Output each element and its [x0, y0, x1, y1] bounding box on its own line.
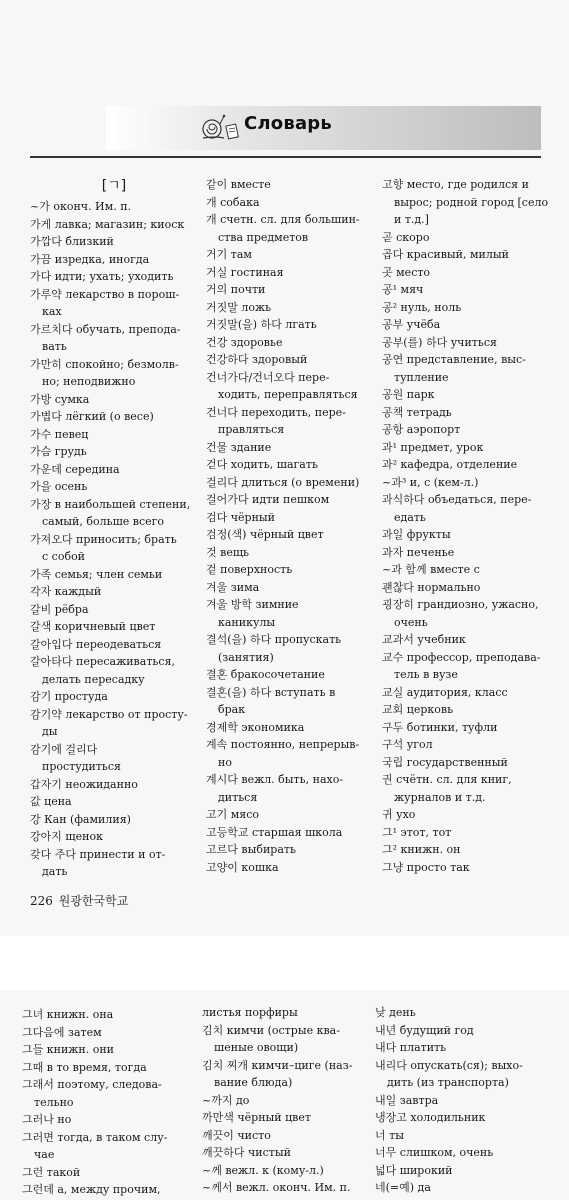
- entry-continuation: очень: [394, 615, 428, 629]
- entry-continuation: самый, больше всего: [42, 515, 165, 528]
- entry-line: 거짓말(을) 하다 лгать: [206, 318, 317, 331]
- dictionary-entry: [382, 824, 552, 842]
- entry-line: 가끔 изредка, иногда: [30, 252, 150, 266]
- entry-line: 낮 день: [375, 1006, 416, 1019]
- dictionary-entry: [30, 741, 198, 776]
- dictionary-entry: [206, 631, 378, 666]
- entry-line: 교회 церковь: [382, 703, 454, 716]
- entry-line: 가르치다 обучать, преподa-: [30, 322, 181, 336]
- entry-line: 값 цена: [30, 795, 72, 808]
- entry-line: 가을 осень: [30, 480, 88, 493]
- entry-line: 강 Кан (фамилия): [30, 812, 131, 826]
- dictionary-entry: [375, 1127, 555, 1145]
- entry-line: 그다음에 затем: [22, 1025, 102, 1039]
- dictionary-entry: [382, 316, 552, 334]
- entry-line: 각자 каждый: [30, 585, 102, 598]
- entry-line: 냉장고 холодильник: [375, 1111, 486, 1124]
- entry-line: 너 ты: [375, 1128, 404, 1142]
- entry-continuation: дать: [42, 865, 68, 878]
- dictionary-entry: [206, 666, 378, 684]
- entry-line: 걷다 ходить, шагать: [206, 458, 318, 471]
- entry-line: 갖다 주다 принести и от-: [30, 847, 166, 861]
- entry-line: 곳 место: [382, 265, 431, 279]
- dictionary-entry: [202, 1022, 372, 1057]
- entry-line: 그때 в то время, тогда: [22, 1060, 147, 1074]
- entry-continuation: (занятия): [218, 650, 274, 664]
- dictionary-entry: [202, 1144, 372, 1162]
- entry-continuation: с собой: [42, 550, 86, 563]
- entry-line: 김치 찌개 кимчи–циге (наз-: [202, 1058, 353, 1072]
- entry-continuation: но; неподвижно: [42, 375, 136, 388]
- entry-line: ~께서 вежл. оконч. Им. п.: [202, 1181, 351, 1194]
- dictionary-entry: [206, 439, 378, 457]
- entry-line: 감기 простуда: [30, 690, 108, 703]
- dictionary-entry: [22, 1111, 198, 1129]
- dictionary-entry: [382, 701, 552, 719]
- entry-line: 구석 угол: [382, 738, 433, 751]
- entry-line: 갈색 коричневый цвет: [30, 620, 156, 633]
- entry-continuation: ходить, переправляться: [218, 388, 358, 401]
- dictionary-entry: [30, 478, 198, 496]
- dictionary-entry: [206, 526, 378, 544]
- header-banner: [106, 106, 541, 150]
- entry-line: 거의 почти: [206, 283, 266, 296]
- entry-line: 고등학교 старшая школа: [206, 825, 343, 839]
- entry-continuation: каникулы: [218, 615, 276, 629]
- entry-line: 걸어가다 идти пешком: [206, 493, 330, 506]
- dictionary-entry: [30, 216, 198, 234]
- entry-line: ~까지 до: [202, 1093, 250, 1107]
- dictionary-entry: [202, 1179, 372, 1197]
- dictionary-entry: [382, 579, 552, 597]
- page-title: Словарь: [244, 113, 332, 134]
- dictionary-entry: [30, 426, 198, 444]
- dictionary-entry: [202, 1057, 372, 1092]
- column-2: [206, 176, 378, 876]
- entry-line: 겉 поверхность: [206, 563, 293, 576]
- entry-line: 가만히 спокойно; безмолв-: [30, 357, 179, 371]
- dictionary-entry: [206, 246, 378, 264]
- entry-line: 개 собака: [206, 195, 260, 209]
- dictionary-entry: [206, 351, 378, 369]
- entry-continuation: дить (из транспорта): [387, 1076, 509, 1089]
- entry-continuation: делать пересадку: [42, 672, 145, 686]
- entry-line: 결혼(을) 하다 вступать в: [206, 685, 336, 699]
- dictionary-entry: [382, 561, 552, 579]
- dictionary-entry: [382, 754, 552, 772]
- column-3: [375, 1004, 555, 1197]
- entry-continuation: едать: [394, 510, 426, 524]
- entry-line: 국립 государственный: [382, 755, 508, 769]
- entry-line: 그¹ этот, тот: [382, 825, 452, 839]
- entry-line: 내리다 опускать(ся); выхо-: [375, 1058, 523, 1072]
- entry-line: 공부 учёба: [382, 318, 441, 331]
- entry-line: 교실 аудитория, класс: [382, 685, 508, 699]
- entry-line: 고향 место, где родился и: [382, 178, 529, 191]
- entry-line: 그런데 а, между прочим,: [22, 1183, 161, 1196]
- dictionary-entry: [30, 233, 198, 251]
- dictionary-entry: [382, 544, 552, 562]
- entry-line: 고르다 выбирать: [206, 843, 296, 856]
- entry-continuation: тельно: [34, 1095, 74, 1109]
- dictionary-entry: [206, 369, 378, 404]
- dictionary-entry: [206, 264, 378, 282]
- entry-line: 가루약 лекарство в порош-: [30, 287, 180, 301]
- entry-continuation: ства предметов: [218, 230, 309, 244]
- dictionary-entry: [375, 1162, 555, 1180]
- dictionary-entry: [30, 846, 198, 881]
- snail-books-icon: [200, 112, 240, 142]
- entry-line: 내년 будущий год: [375, 1023, 474, 1037]
- entry-line: 그래서 поэтому, следова-: [22, 1078, 162, 1091]
- dictionary-entry: [382, 631, 552, 649]
- entry-line: 경제학 экономика: [206, 720, 305, 734]
- entry-line: ~과³ и, с (кем-л.): [382, 475, 479, 489]
- entry-line: 가장 в наибольшей степени,: [30, 497, 191, 511]
- entry-line: 결석(을) 하다 пропускать: [206, 633, 342, 646]
- entry-line: 권 счётн. сл. для книг,: [382, 773, 512, 786]
- entry-line: 까만색 чёрный цвет: [202, 1111, 311, 1124]
- entry-line: 과자 печенье: [382, 545, 455, 559]
- dictionary-entry: [206, 719, 378, 737]
- entry-line: 괜찮다 нормально: [382, 580, 481, 594]
- dictionary-entry: [206, 561, 378, 579]
- dictionary-entry: [382, 719, 552, 737]
- entry-line: 곧 скоро: [382, 230, 430, 244]
- entry-line: 갈아타다 пересаживаться,: [30, 655, 175, 668]
- entry-line: 공연 представление, выс-: [382, 353, 526, 366]
- entry-line: 계시다 вежл. быть, нахо-: [206, 773, 344, 786]
- entry-line: 가깝다 близкий: [30, 235, 114, 248]
- dictionary-entry: [30, 601, 198, 619]
- dictionary-entry: [382, 176, 552, 229]
- entry-continuation: вырос; родной город [село: [394, 195, 549, 209]
- dictionary-entry: [22, 1181, 198, 1199]
- entry-line: 그러나 но: [22, 1113, 72, 1126]
- dictionary-entry: [382, 246, 552, 264]
- entry-line: 넓다 широкий: [375, 1163, 453, 1177]
- entry-continuation: вать: [42, 340, 67, 353]
- dictionary-entry: [382, 771, 552, 806]
- section-letter: [ㄱ]: [101, 178, 127, 194]
- dictionary-entry: [22, 1164, 198, 1182]
- entry-line: 공항 аэропорт: [382, 423, 461, 436]
- dictionary-entry: [30, 566, 198, 584]
- dictionary-entry: [30, 531, 198, 566]
- entry-line: ~가 оконч. Им. п.: [30, 200, 132, 213]
- dictionary-entry: [202, 1004, 372, 1022]
- dictionary-entry: [30, 636, 198, 654]
- dictionary-entry: [206, 579, 378, 597]
- dictionary-entry: [30, 268, 198, 286]
- dictionary-entry: [206, 334, 378, 352]
- entry-line: 구두 ботинки, туфли: [382, 720, 498, 734]
- dictionary-entry: [206, 544, 378, 562]
- dictionary-entry: [382, 299, 552, 317]
- dictionary-entry: [30, 443, 198, 461]
- dictionary-entry: [30, 618, 198, 636]
- entry-continuation: и т.д.]: [394, 213, 429, 226]
- entry-line: 거실 гостиная: [206, 265, 284, 279]
- dictionary-entry: [382, 264, 552, 282]
- entry-line: 그녀 книжн. она: [22, 1008, 114, 1021]
- entry-line: 검정(색) чёрный цвет: [206, 528, 324, 541]
- entry-line: 그냥 просто так: [382, 860, 470, 874]
- dictionary-entry: [202, 1092, 372, 1110]
- entry-continuation: диться: [218, 790, 258, 804]
- entry-continuation: ках: [42, 305, 62, 318]
- dictionary-entry: [375, 1004, 555, 1022]
- dictionary-entry: [30, 811, 198, 829]
- dictionary-page-227: [0, 990, 569, 1200]
- dictionary-entry: [382, 841, 552, 859]
- entry-line: 가수 певец: [30, 427, 89, 441]
- entry-line: 내일 завтра: [375, 1093, 439, 1107]
- dictionary-entry: [382, 859, 552, 877]
- dictionary-entry: [382, 491, 552, 526]
- entry-line: 갈아입다 переодеваться: [30, 637, 162, 651]
- dictionary-entry: [30, 198, 198, 216]
- column-2: [202, 1004, 372, 1197]
- dictionary-entry: [30, 793, 198, 811]
- dictionary-entry: [30, 391, 198, 409]
- dictionary-entry: [30, 688, 198, 706]
- entry-line: 그러면 тогда, в таком слу-: [22, 1130, 168, 1144]
- dictionary-entry: [206, 806, 378, 824]
- entry-continuation: вание блюда): [214, 1076, 293, 1089]
- entry-line: 고양이 кошка: [206, 860, 279, 874]
- dictionary-entry: [202, 1109, 372, 1127]
- dictionary-entry: [375, 1022, 555, 1040]
- dictionary-entry: [22, 1059, 198, 1077]
- page-number: 226: [30, 894, 53, 908]
- entry-line: 건강 здоровье: [206, 335, 283, 349]
- dictionary-entry: [375, 1039, 555, 1057]
- dictionary-entry: [382, 386, 552, 404]
- dictionary-entry: [206, 299, 378, 317]
- entry-line: 가운데 середина: [30, 462, 120, 476]
- entry-line: 겨울 зима: [206, 580, 260, 594]
- dictionary-entry: [30, 653, 198, 688]
- entry-line: 걸리다 длиться (о времени): [206, 475, 360, 489]
- dictionary-entry: [206, 824, 378, 842]
- dictionary-entry: [30, 828, 198, 846]
- dictionary-entry: [206, 316, 378, 334]
- entry-line: 공부(를) 하다 учиться: [382, 335, 497, 349]
- entry-line: 가볍다 лёгкий (о весе): [30, 410, 154, 423]
- column-1: [22, 1006, 198, 1199]
- column-3: [382, 176, 552, 876]
- dictionary-entry: [206, 281, 378, 299]
- entry-line: 고기 мясо: [206, 808, 260, 821]
- entry-line: 과¹ предмет, урок: [382, 440, 484, 454]
- dictionary-entry: [22, 1129, 198, 1164]
- entry-line: 공² нуль, ноль: [382, 300, 462, 314]
- entry-line: 그² книжн. он: [382, 843, 461, 856]
- entry-line: 개 счетн. сл. для большин-: [206, 213, 360, 226]
- entry-line: 그런 такой: [22, 1165, 81, 1179]
- dictionary-entry: [375, 1109, 555, 1127]
- entry-line: 계속 постоянно, непрерыв-: [206, 738, 360, 751]
- dictionary-entry: [206, 509, 378, 527]
- dictionary-entry: [30, 408, 198, 426]
- dictionary-entry: [382, 334, 552, 352]
- dictionary-entry: [202, 1127, 372, 1145]
- dictionary-entry: [206, 736, 378, 771]
- entry-line: 깨끗이 чисто: [202, 1128, 271, 1142]
- dictionary-entry: [30, 706, 198, 741]
- entry-line: 가방 сумка: [30, 392, 90, 406]
- entry-line: 거기 там: [206, 248, 252, 261]
- entry-line: 깨끗하다 чистый: [202, 1146, 291, 1159]
- dictionary-entry: [382, 596, 552, 631]
- entry-line: 갈비 рёбра: [30, 602, 89, 616]
- entry-line: 가다 идти; ухать; уходить: [30, 270, 174, 283]
- dictionary-entry: [375, 1092, 555, 1110]
- dictionary-entry: [382, 404, 552, 422]
- entry-line: 공¹ мяч: [382, 283, 424, 296]
- dictionary-entry: [30, 286, 198, 321]
- entry-line: 교과서 учебник: [382, 633, 466, 646]
- dictionary-entry: [382, 526, 552, 544]
- entry-line: 결혼 бракосочетание: [206, 668, 325, 681]
- school-name: 원광한국학교: [58, 894, 129, 908]
- entry-line: 감기약 лекарство от просту-: [30, 707, 188, 721]
- dictionary-entry: [382, 806, 552, 824]
- dictionary-entry: [375, 1144, 555, 1162]
- dictionary-entry: [206, 176, 378, 194]
- entry-line: 내다 платить: [375, 1041, 447, 1054]
- entry-line: 건물 здание: [206, 440, 272, 454]
- dictionary-entry: [22, 1041, 198, 1059]
- entry-continuation: простудиться: [42, 760, 121, 773]
- entry-line: 검다 чёрный: [206, 510, 275, 524]
- entry-line: 네(=예) да: [375, 1181, 431, 1194]
- entry-line: ~과 함께 вместе с: [382, 563, 480, 576]
- dictionary-entry: [206, 194, 378, 212]
- entry-line: 갑자기 неожиданно: [30, 777, 138, 791]
- entry-line: 건강하다 здоровый: [206, 353, 308, 366]
- entry-line: 가족 семья; член семьи: [30, 567, 163, 581]
- dictionary-entry: [206, 474, 378, 492]
- dictionary-entry: [382, 649, 552, 684]
- dictionary-entry: [30, 583, 198, 601]
- entry-line: 그들 книжн. они: [22, 1043, 115, 1056]
- entry-line: 굉장히 грандиозно, ужасно,: [382, 598, 539, 611]
- dictionary-entry: [382, 281, 552, 299]
- entry-line: 가져오다 приносить; брать: [30, 532, 177, 546]
- dictionary-entry: [382, 439, 552, 457]
- entry-continuation: тупление: [394, 370, 449, 384]
- dictionary-entry: [206, 841, 378, 859]
- dictionary-entry: [206, 404, 378, 439]
- dictionary-entry: [206, 456, 378, 474]
- dictionary-entry: [382, 736, 552, 754]
- entry-line: 건너다 переходить, пере-: [206, 405, 346, 419]
- dictionary-entry: [375, 1179, 555, 1197]
- entry-line: 김치 кимчи (острые ква-: [202, 1023, 340, 1037]
- entry-line: 과² кафедра, отделение: [382, 458, 518, 471]
- entry-line: 것 вещь: [206, 545, 250, 559]
- entry-line: ~께 вежл. к (кому-л.): [202, 1163, 324, 1177]
- dictionary-entry: [206, 859, 378, 877]
- dictionary-entry: [382, 456, 552, 474]
- dictionary-entry: [206, 596, 378, 631]
- entry-line: 거짓말 ложь: [206, 300, 272, 314]
- entry-line: 너무 слишком, очень: [375, 1146, 494, 1159]
- dictionary-entry: [30, 461, 198, 479]
- entry-line: 같이 вместе: [206, 178, 271, 191]
- entry-continuation: шеные овощи): [214, 1041, 299, 1054]
- entry-line: 감기에 걸리다: [30, 742, 98, 756]
- dictionary-entry: [22, 1024, 198, 1042]
- dictionary-entry: [375, 1057, 555, 1092]
- dictionary-entry: [382, 684, 552, 702]
- entry-line: 공책 тетрадь: [382, 405, 452, 419]
- dictionary-entry: [206, 491, 378, 509]
- entry-line: 건너가다/건너오다 пере-: [206, 370, 330, 384]
- column-1: [30, 176, 198, 881]
- dictionary-entry: [22, 1006, 198, 1024]
- dictionary-entry: [382, 421, 552, 439]
- entry-line: 겨울 방학 зимние: [206, 598, 299, 611]
- page-gap: [0, 936, 569, 990]
- entry-continuation: брак: [218, 703, 246, 716]
- dictionary-entry: [30, 321, 198, 356]
- dictionary-entry: [30, 356, 198, 391]
- dictionary-entry: [22, 1076, 198, 1111]
- page-footer: [30, 892, 128, 909]
- entry-line: 가슴 грудь: [30, 445, 87, 458]
- dictionary-entry: [382, 229, 552, 247]
- entry-line: 교수 профессор, преподава-: [382, 650, 541, 664]
- entry-line: 곱다 красивый, милый: [382, 248, 509, 261]
- dictionary-entry: [206, 684, 378, 719]
- dictionary-entry: [382, 474, 552, 492]
- entry-continuation: тель в вузе: [394, 668, 458, 681]
- entry-line: 과일 фрукты: [382, 528, 451, 541]
- entry-continuation: журналов и т.д.: [394, 790, 486, 804]
- dictionary-entry: [30, 496, 198, 531]
- entry-line: 강아지 щенок: [30, 830, 103, 843]
- entry-line: 공원 парк: [382, 388, 435, 401]
- entry-line: 귀 ухо: [382, 808, 416, 821]
- dictionary-entry: [30, 776, 198, 794]
- entry-continuation: чае: [34, 1148, 55, 1161]
- dictionary-entry: [382, 351, 552, 386]
- dictionary-entry: [206, 771, 378, 806]
- entry-continuation: но: [218, 755, 232, 769]
- entry-continuation: правляться: [218, 423, 285, 436]
- entry-line: листья порфиры: [202, 1006, 298, 1019]
- dictionary-entry: [202, 1162, 372, 1180]
- entry-continuation: ды: [42, 725, 58, 738]
- header-divider: [30, 156, 541, 158]
- dictionary-entry: [206, 211, 378, 246]
- dictionary-entry: [30, 251, 198, 269]
- entry-line: 가게 лавка; магазин; киоск: [30, 217, 185, 231]
- entry-line: 과식하다 объедаться, пере-: [382, 493, 532, 506]
